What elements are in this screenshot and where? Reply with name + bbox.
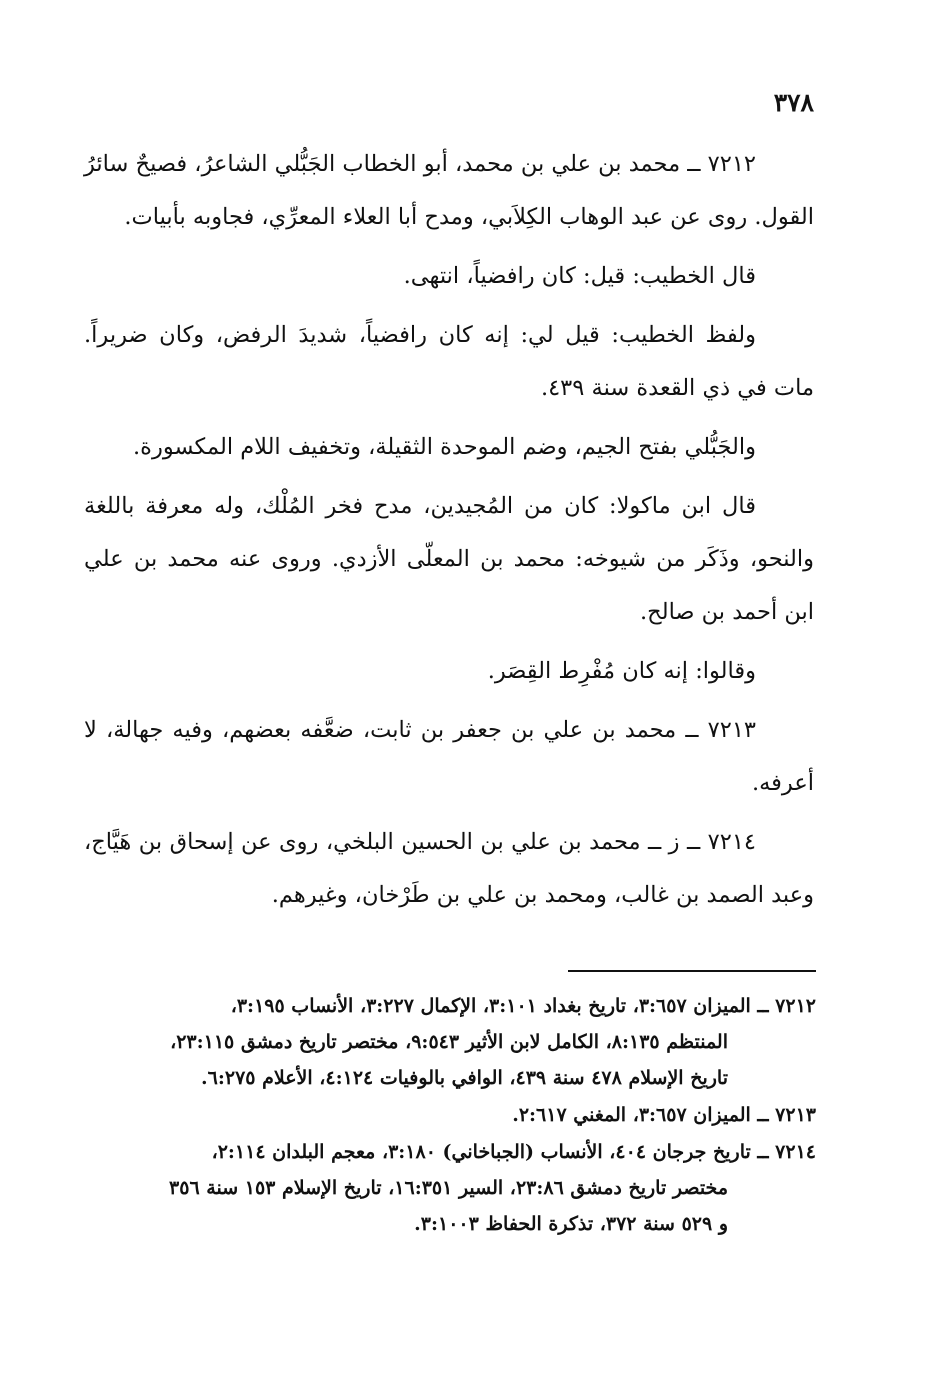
entry-7212-paragraph-4: والجَبُّلي بفتح الجيم، وضم الموحدة الثقيلة، وتخفيف اللام المكسورة.	[133, 434, 756, 460]
footnote-line: ــ الميزان ٣:٦٥٧، تاريخ بغداد ٣:١٠١، الإكمال ٣:٢٢٧، الأنساب ٣:١٩٥،	[230, 995, 769, 1017]
entry-7214-paragraph: ٧٢١٤ ــ ز ــ محمد بن علي بن الحسين البلخي، روى عن إسحاق بن هَيَّاج، وعبد الصمد بن غالب، ومحمد بن علي بن طَرْخان، وغيرهم.	[84, 829, 814, 908]
footnote-line: مختصر تاريخ دمشق ٢٣:٨٦، السير ١٦:٣٥١، تاريخ الإسلام ١٥٣ سنة ٣٥٦	[169, 1177, 728, 1199]
main-text	[84, 138, 814, 928]
footnote-line: ــ تاريخ جرجان ٤٠٤، الأنساب (الجباخاني) ٣:١٨٠، معجم البلدان ٢:١١٤،	[211, 1141, 769, 1163]
footnotes	[84, 988, 816, 1243]
page-number: ٣٧٨	[773, 88, 814, 117]
footnote-line: و ٥٢٩ سنة ٣٧٢، تذكرة الحفاظ ٣:١٠٠٣.	[414, 1213, 728, 1235]
footnote-line: ــ الميزان ٣:٦٥٧، المغني ٢:٦١٧.	[512, 1104, 769, 1126]
entry-7212-paragraph-6: وقالوا: إنه كان مُفْرِط القِصَر.	[487, 658, 756, 684]
entry-7212-paragraph-2: قال الخطيب: قيل: كان رافضياً، انتهى.	[403, 263, 756, 289]
entry-7212-paragraph-1: ٧٢١٢ ــ محمد بن علي بن محمد، أبو الخطاب الجَبُّلي الشاعرُ، فصيحٌ سائرُ القول. روى عن عبد الوهاب الكِلاَبي، ومدح أبا العلاء المعرِّي، فجاوبه بأبيات.	[84, 151, 814, 230]
entry-7213-paragraph: ٧٢١٣ ــ محمد بن علي بن جعفر بن ثابت، ضعَّفه بعضهم، وفيه جهالة، لا أعرفه.	[84, 717, 814, 796]
footnote-line: تاريخ الإسلام ٤٧٨ سنة ٤٣٩، الوافي بالوفيات ٤:١٢٤، الأعلام ٦:٢٧٥.	[201, 1067, 728, 1089]
footnote-7213	[84, 1097, 816, 1133]
entry-7212-paragraph-5: قال ابن ماكولا: كان من المُجيدين، مدح فخر المُلْك، وله معرفة باللغة والنحو، وذَكَر من شيوخه: محمد بن المعلّى الأزدي. وروى عنه محمد بن علي ابن أحمد بن صالح.	[84, 493, 814, 625]
entry-7212-paragraph-3: ولفظ الخطيب: قيل لي: إنه كان رافضياً، شديدَ الرفض، وكان ضريراً. مات في ذي القعدة سنة ٤٣٩.	[84, 322, 814, 401]
footnote-separator	[568, 970, 816, 972]
footnote-7212	[84, 988, 816, 1096]
footnote-number: ٧٢١٣	[775, 1104, 816, 1126]
footnote-number: ٧٢١٤	[775, 1141, 816, 1163]
footnote-number: ٧٢١٢	[775, 995, 816, 1017]
footnote-7214	[84, 1134, 816, 1242]
footnote-line: المنتظم ٨:١٣٥، الكامل لابن الأثير ٩:٥٤٣، مختصر تاريخ دمشق ٢٣:١١٥،	[170, 1031, 728, 1053]
